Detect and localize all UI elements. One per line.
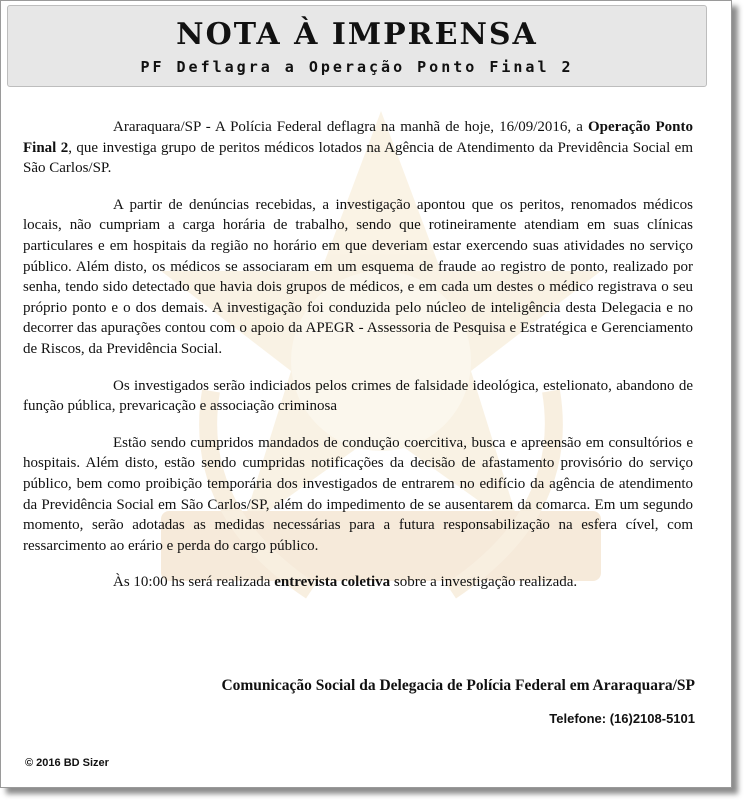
signature: Comunicação Social da Delegacia de Polícia Federal em Araraquara/SP bbox=[221, 677, 695, 694]
operation-name: Operação Ponto Final 2 bbox=[23, 119, 693, 156]
intro-rest-text: , que investiga grupo de peritos médicos lotados na Agência de Atendimento da Previdência Social em São Carlos/SP. bbox=[23, 139, 693, 177]
press-release-body bbox=[23, 117, 693, 609]
conference-lead-text: Às 10:00 hs será realizada bbox=[113, 574, 275, 591]
intro-lead-text: Araraquara/SP - A Polícia Federal deflagra na manhã de hoje, 16/09/2016, a bbox=[113, 119, 588, 135]
press-conference-label: entrevista coletiva bbox=[274, 574, 391, 591]
page-title: NOTA À IMPRENSA bbox=[176, 17, 538, 52]
header-box bbox=[7, 5, 707, 87]
paragraph-press-conference bbox=[23, 572, 693, 593]
paragraph-intro bbox=[23, 117, 693, 179]
conference-rest-text: sobre a investigação realizada. bbox=[390, 574, 578, 591]
paragraph-charges: Os investigados serão indiciados pelos crimes de falsidade ideológica, estelionato, abandono de função pública, prevaricação e associação criminosa bbox=[23, 377, 693, 415]
paragraph-investigation: A partir de denúncias recebidas, a investigação apontou que os peritos, renomados médicos locais, não cumpriam a carga horária de trabalho, sendo que rotineiramente atendiam em suas clínicas particulares e em hospitais da região no horário em que deveriam estar exercendo suas atividades no serviço público. Além disto, os médicos se associaram em um esquema de fraude ao registro de ponto, realizado por senha, tendo sido detectado que havia dois grupos de médicos, e em cada um destes o médico registrava o seu próprio ponto e o dos demais. A investigação foi conduzida pelo núcleo de inteligência desta Delegacia e no decorrer das apurações contou com o apoio da APEGR - Assessoria de Pesquisa e Estratégica e Gerenciamento de Riscos, da Previdência Social. bbox=[23, 196, 693, 357]
phone-number: Telefone: (16)2108-5101 bbox=[549, 711, 695, 726]
copyright-notice: © 2016 BD Sizer bbox=[25, 757, 109, 769]
paragraph-warrants: Estão sendo cumpridos mandados de condução coercitiva, busca e apreensão em consultórios e hospitais. Além disto, estão sendo cumpridas notificações da decisão de afastamento provisório do serviço público, bem como proibição temporária dos investigados de entrarem no edifício da agência de atendimento da Previdência Social em São Carlos/SP, além do impedimento de se ausentarem da comarca. Em um segundo momento, serão adotadas as medidas necessárias para a futura responsabilização na esfera cível, com ressarcimento ao erário e perda do cargo público. bbox=[23, 434, 693, 554]
page-subtitle: PF Deflagra a Operação Ponto Final 2 bbox=[140, 58, 574, 76]
